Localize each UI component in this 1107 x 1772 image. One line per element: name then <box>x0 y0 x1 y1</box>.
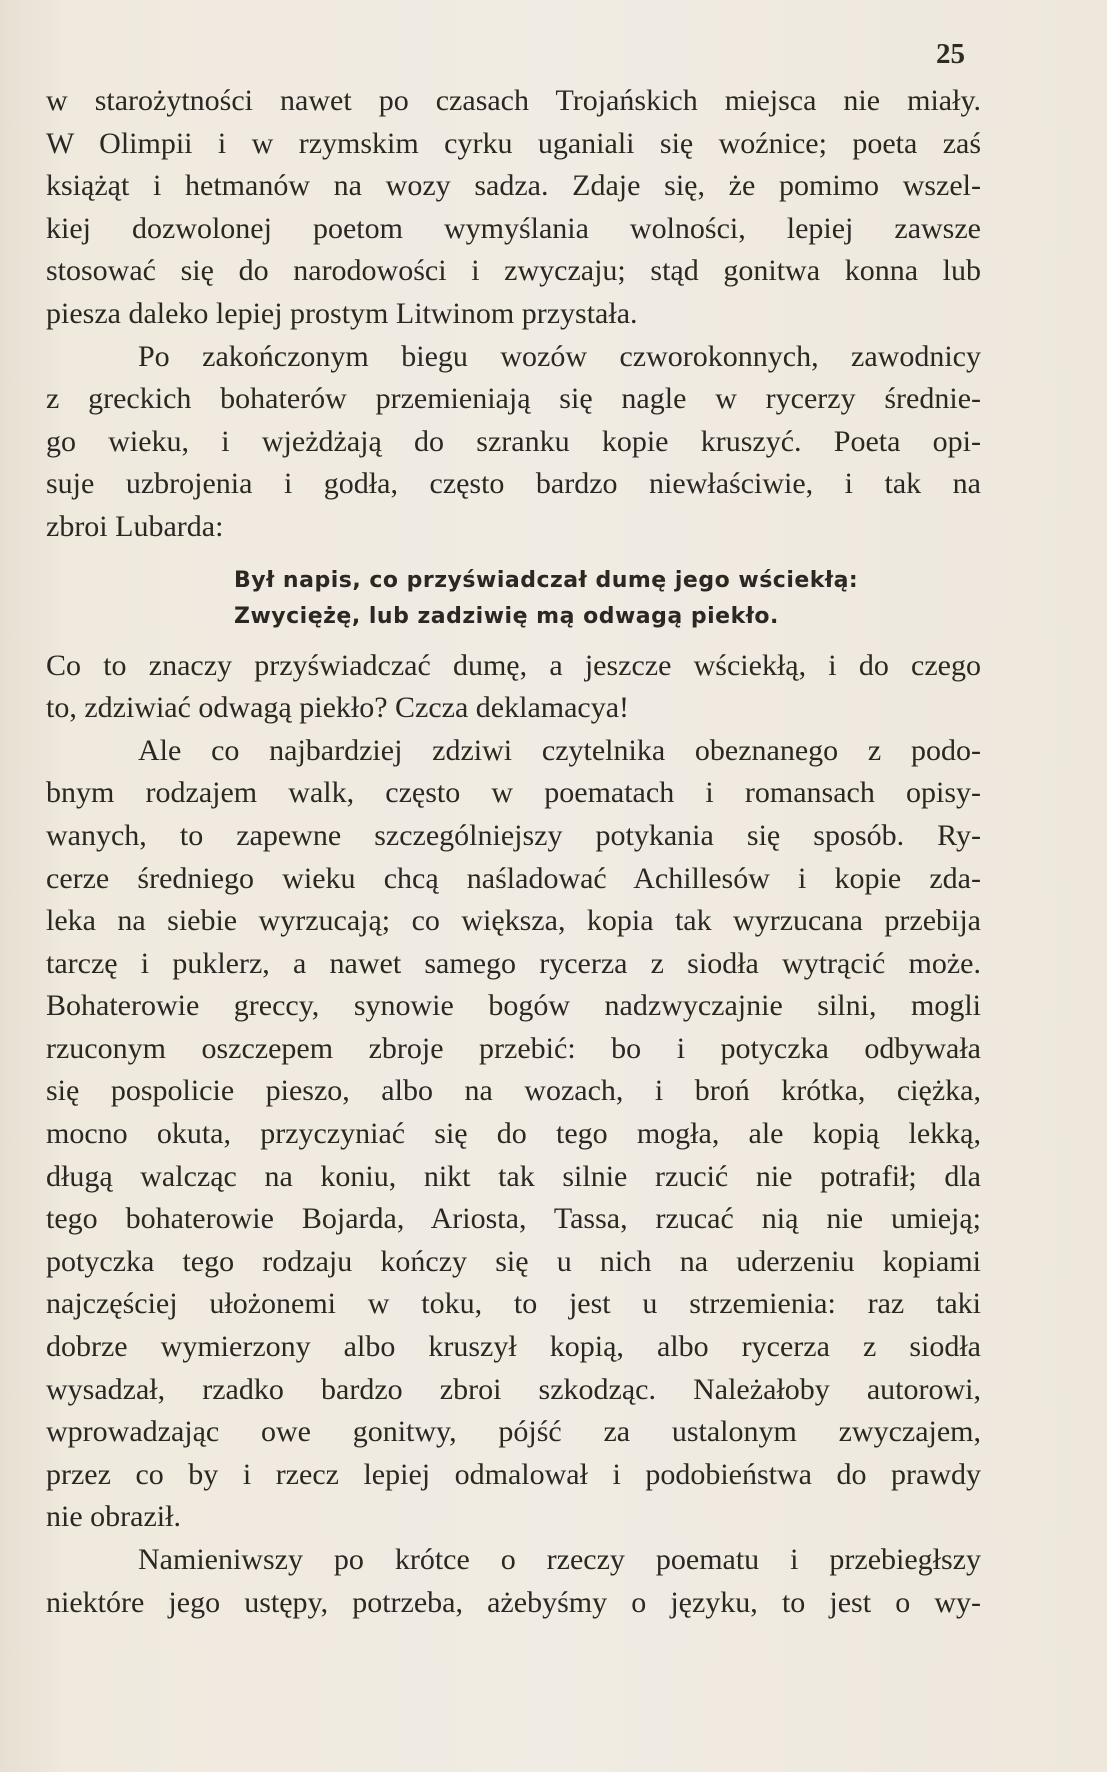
text-line: najczęściej ułożonemi w toku, to jest u strzemienia: raz taki <box>46 1287 981 1321</box>
verse-quote <box>46 549 981 645</box>
paragraph-2 <box>46 336 981 549</box>
text-line: piesza daleko lepiej prostym Litwinom przystała. <box>46 296 638 330</box>
text-line: Co to znaczy przyświadczać dumę, a jeszcze wściekłą, i do czego <box>46 648 981 682</box>
text-line: cerze średniego wieku chcą naśladować Achillesów i kopie zda- <box>46 861 981 895</box>
verse-line: Zwyciężę, lub zadziwię mą odwagą piekło. <box>234 603 779 629</box>
text-line: leka na siebie wyrzucają; co większa, kopia tak wyrzucana przebija <box>46 904 981 938</box>
text-line: wanych, to zapewne szczególniejszy potykania się sposób. Ry- <box>46 818 981 852</box>
text-line: rzuconym oszczepem zbroje przebić: bo i potyczka odbywała <box>46 1031 981 1065</box>
text-line: kiej dozwolonej poetom wymyślania wolności, lepiej zawsze <box>46 211 981 245</box>
text-line: W Olimpii i w rzymskim cyrku uganiali się woźnice; poeta zaś <box>46 126 981 160</box>
text-line: Bohaterowie greccy, synowie bogów nadzwyczajnie silni, mogli <box>46 989 981 1023</box>
text-line: nie obraził. <box>46 1500 181 1534</box>
text-line: tarczę i puklerz, a nawet samego rycerza z siodła wytrącić może. <box>46 946 981 980</box>
text-line: mocno okuta, przyczyniać się do tego mogła, ale kopią lekką, <box>46 1117 981 1151</box>
text-line: stosować się do narodowości i zwyczaju; stąd gonitwa konna lub <box>46 254 981 288</box>
text-line: z greckich bohaterów przemieniają się nagle w rycerzy średnie- <box>46 382 981 416</box>
text-line: niektóre jego ustępy, potrzeba, ażebyśmy o języku, to jest o wy- <box>46 1585 981 1619</box>
paragraph-4 <box>46 730 981 1539</box>
text-line: Po zakończonym biegu wozów czworokonnych, zawodnicy <box>138 339 981 373</box>
text-line: wysadzał, rzadko bardzo zbroi szkodząc. Należałoby autorowi, <box>46 1372 981 1406</box>
body-text <box>46 80 981 1624</box>
text-line: w starożytności nawet po czasach Trojańskich miejsca nie miały. <box>46 84 981 117</box>
paragraph-3 <box>46 645 981 730</box>
text-line: Ale co najbardziej zdziwi czytelnika obeznanego z podo- <box>138 733 981 767</box>
text-line: bnym rodzajem walk, często w poematach i romansach opisy- <box>46 776 981 810</box>
text-line: dobrze wymierzony albo kruszył kopią, albo rycerza z siodła <box>46 1330 981 1364</box>
text-line: potyczka tego rodzaju kończy się u nich na uderzeniu kopiami <box>46 1244 981 1278</box>
verse-line: Był napis, co przyświadczał dumę jego wściekłą: <box>234 567 859 593</box>
text-line: książąt i hetmanów na wozy sadza. Zdaje się, że pomimo wszel- <box>46 169 981 203</box>
text-line: się pospolicie pieszo, albo na wozach, i broń krótka, ciężka, <box>46 1074 981 1108</box>
text-line: to, zdziwiać odwagą piekło? Czcza deklamacya! <box>46 691 630 725</box>
page-number: 25 <box>936 38 965 70</box>
text-line: wprowadzając owe gonitwy, pójść za ustalonym zwyczajem, <box>46 1415 981 1449</box>
text-line: tego bohaterowie Bojarda, Ariosta, Tassa, rzucać nią nie umieją; <box>46 1202 981 1236</box>
paragraph-5 <box>46 1539 981 1624</box>
text-line: zbroi Lubarda: <box>46 509 224 543</box>
text-line: przez co by i rzecz lepiej odmalował i podobieństwa do prawdy <box>46 1457 981 1491</box>
text-line: suje uzbrojenia i godła, często bardzo niewłaściwie, i tak na <box>46 467 981 501</box>
paragraph-1 <box>46 80 981 336</box>
text-line: Namieniwszy po krótce o rzeczy poematu i przebiegłszy <box>138 1543 981 1576</box>
text-line: długą walcząc na koniu, nikt tak silnie rzucić nie potrafił; dla <box>46 1159 981 1193</box>
text-line: go wieku, i wjeżdżają do szranku kopie kruszyć. Poeta opi- <box>46 424 981 458</box>
